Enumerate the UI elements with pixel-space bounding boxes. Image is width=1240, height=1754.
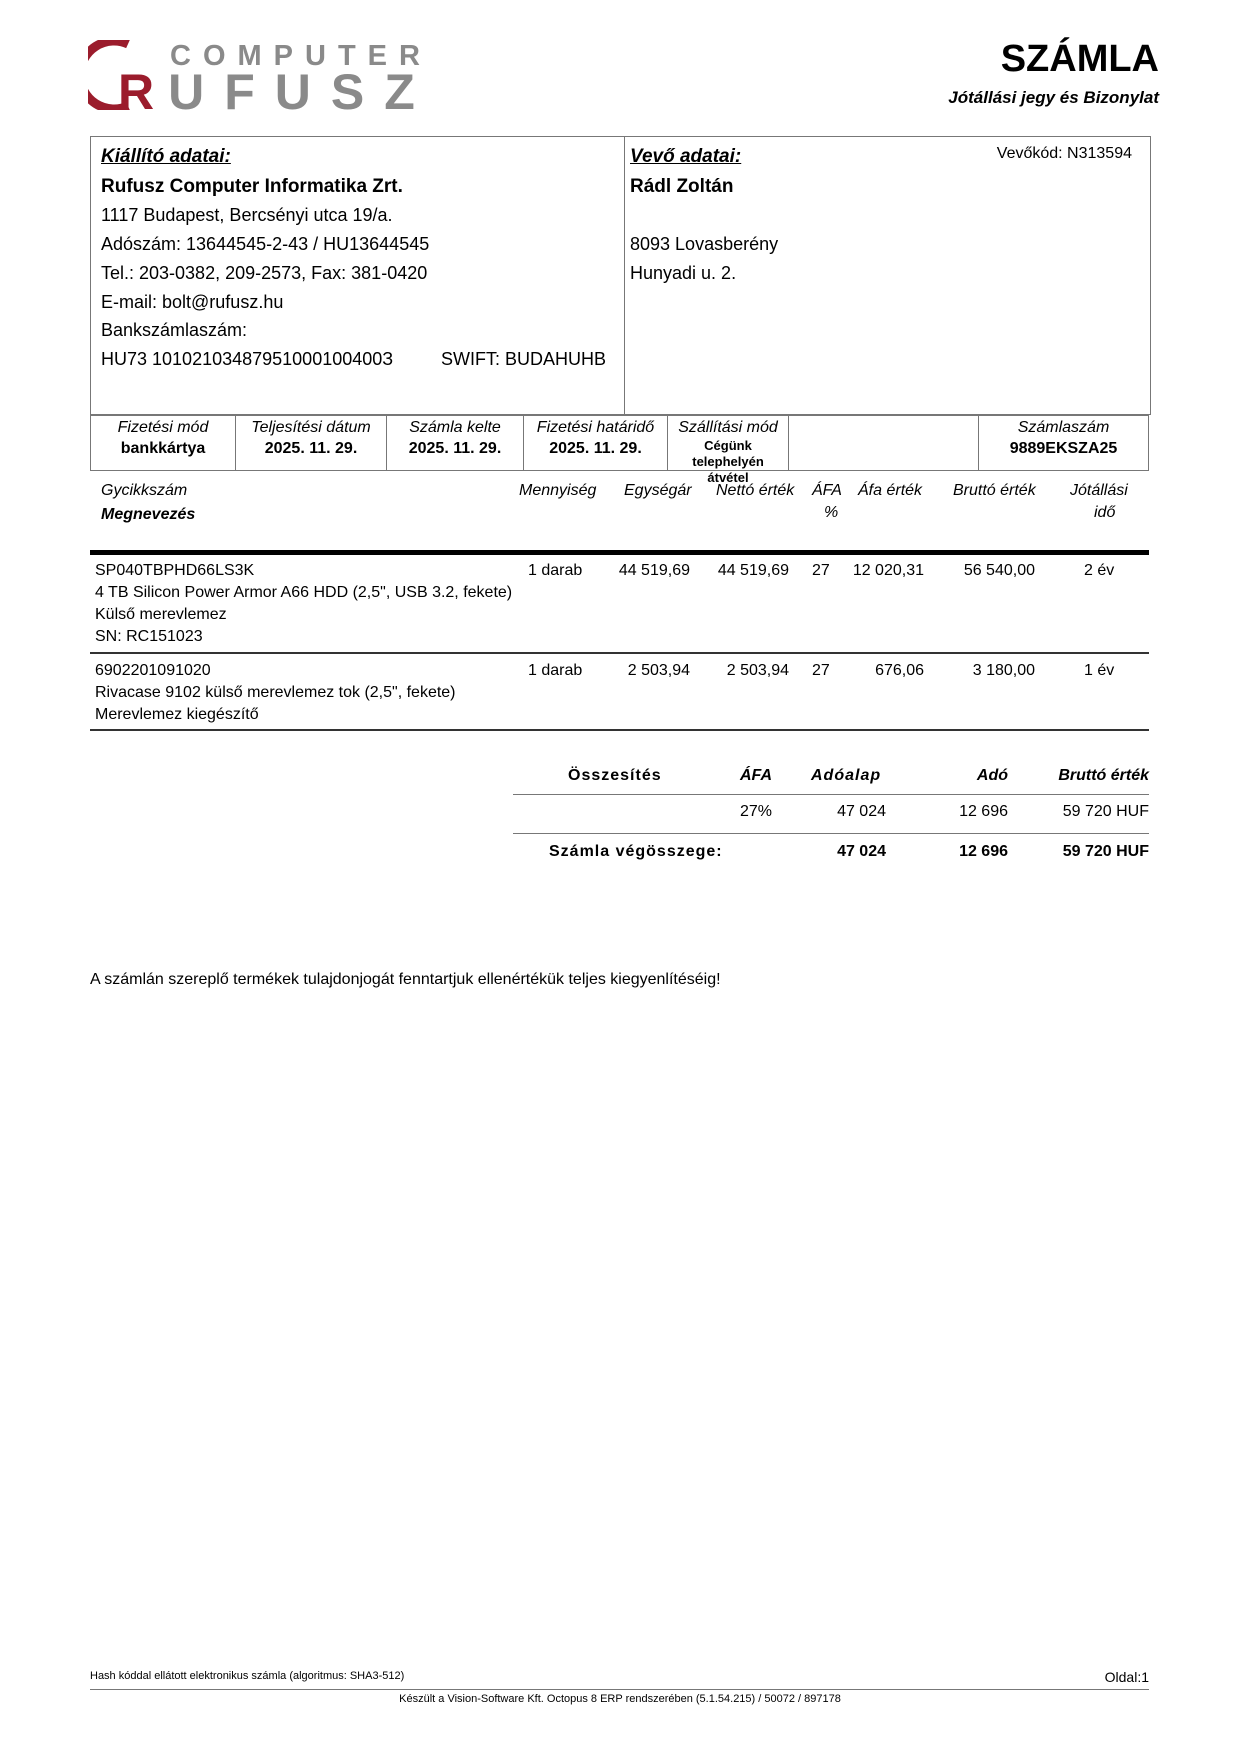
item-qty: 1 darab xyxy=(528,562,583,579)
item-net: 2 503,94 xyxy=(726,662,789,679)
item-vat-value: 12 020,31 xyxy=(852,562,924,579)
issuer-name: Rufusz Computer Informatika Zrt. xyxy=(101,176,403,197)
party-divider xyxy=(624,136,625,414)
meta-issue-date xyxy=(386,415,524,471)
logo-top-text: COMPUTER xyxy=(170,40,432,72)
item-category: Külső merevlemez xyxy=(95,606,227,623)
meta-shipping-method xyxy=(667,415,789,485)
meta-empty-cell xyxy=(788,415,979,471)
issue-date-value: 2025. 11. 29. xyxy=(408,440,502,457)
row-rule xyxy=(90,652,1149,654)
table-bottom-rule xyxy=(90,729,1149,731)
item-warranty: 2 év xyxy=(1084,562,1115,579)
issuer-heading: Kiállító adatai: xyxy=(101,146,231,167)
total-label: Számla végösszege: xyxy=(549,843,723,860)
item-net: 44 519,69 xyxy=(717,562,789,579)
item-qty: 1 darab xyxy=(528,662,583,679)
invoice-number-label: Számlaszám xyxy=(1017,419,1110,436)
col-vat-value: Áfa érték xyxy=(858,482,923,499)
item-vat-pct: 27 xyxy=(812,662,830,679)
payment-method-label: Fizetési mód xyxy=(117,419,209,436)
total-gross: 59 720 HUF xyxy=(1062,843,1149,860)
summary-heading: Összesítés xyxy=(568,767,662,784)
summary-vat-rate: 27% xyxy=(739,803,772,820)
total-tax: 12 696 xyxy=(959,843,1008,860)
col-gross: Bruttó érték xyxy=(953,482,1036,499)
meta-due-date xyxy=(523,415,668,471)
item-name: Rivacase 9102 külső merevlemez tok (2,5", fekete) xyxy=(95,684,456,701)
issuer-phone: Tel.: 203-0382, 209-2573, Fax: 381-0420 xyxy=(101,263,428,283)
header-rule xyxy=(90,550,1149,555)
col-net: Nettó érték xyxy=(716,482,795,499)
issuer-bank-label: Bankszámlaszám: xyxy=(101,320,248,340)
issuer-email: E-mail: bolt@rufusz.hu xyxy=(101,292,284,312)
summary-base: 47 024 xyxy=(837,803,886,820)
col-name: Megnevezés xyxy=(101,506,196,523)
buyer-name: Rádl Zoltán xyxy=(630,176,734,197)
meta-invoice-number xyxy=(978,415,1149,471)
col-vat-pct: ÁFA xyxy=(812,482,842,499)
summary-rule-bottom xyxy=(513,833,1149,834)
due-date-value: 2025. 11. 29. xyxy=(549,440,642,457)
meta-fulfilment-date xyxy=(235,415,387,471)
footer-page-number: Oldal:1 xyxy=(1104,1669,1149,1685)
total-base: 47 024 xyxy=(837,843,886,860)
footer-hash-text: Hash kóddal ellátott elektronikus számla (algoritmus: SHA3-512) xyxy=(90,1670,405,1682)
shipping-method-value-2: átvétel xyxy=(707,470,749,485)
footer-generated-by: Készült a Vision-Software Kft. Octopus 8 ERP rendszerében (5.1.54.215) / 50072 / 897178 xyxy=(399,1693,841,1705)
issuer-swift: SWIFT: BUDAHUHB xyxy=(441,349,607,369)
shipping-method-label: Szállítási mód xyxy=(678,419,778,436)
item-gross: 56 540,00 xyxy=(963,562,1035,579)
issuer-bank-account: HU73 10102103487951000100400З xyxy=(101,349,394,369)
shipping-method-value-1: Cégünk telephelyén xyxy=(692,438,764,469)
col-sku: Gycikkszám xyxy=(101,482,188,499)
item-category: Merevlemez kiegészítő xyxy=(95,706,259,723)
item-gross: 3 180,00 xyxy=(972,662,1035,679)
col-vat-pct-sign: % xyxy=(824,504,839,521)
buyer-code: Vevőkód: N313594 xyxy=(996,145,1132,162)
col-warranty-2: idő xyxy=(1094,504,1116,521)
due-date-label: Fizetési határidő xyxy=(536,419,655,436)
item-sku: SP040TBPHD66LS3K xyxy=(95,562,255,579)
col-warranty: Jótállási xyxy=(1070,482,1128,499)
col-qty: Mennyiség xyxy=(519,482,597,499)
summary-gross: 59 720 HUF xyxy=(1062,803,1149,820)
item-name: 4 TB Silicon Power Armor A66 HDD (2,5", USB 3.2, fekete) xyxy=(95,584,513,601)
summary-vat-header: ÁFA xyxy=(740,767,772,784)
buyer-street: Hunyadi u. 2. xyxy=(630,263,737,283)
item-vat-pct: 27 xyxy=(812,562,830,579)
item-vat-value: 676,06 xyxy=(875,662,924,679)
item-warranty: 1 év xyxy=(1084,662,1115,679)
buyer-heading: Vevő adatai: xyxy=(630,146,742,167)
summary-rule-top xyxy=(513,794,1149,795)
footer-rule xyxy=(90,1689,1149,1690)
summary-base-header: Adóalap xyxy=(811,767,882,784)
summary-gross-header: Bruttó érték xyxy=(1058,767,1149,784)
summary-tax: 12 696 xyxy=(959,803,1008,820)
document-title: SZÁMLA xyxy=(1000,38,1159,80)
issuer-tax-number: Adószám: 13644545-2-43 / HU13644545 xyxy=(101,234,430,254)
col-unit-price: Egységár xyxy=(624,482,692,499)
invoice-number-value: 9889EKSZA25 xyxy=(1009,440,1118,457)
meta-payment-method xyxy=(90,415,236,471)
company-logo xyxy=(88,38,435,120)
buyer-city: 8093 Lovasberény xyxy=(630,234,779,254)
issuer-address: 1117 Budapest, Bercsényi utca 19/a. xyxy=(101,205,393,225)
item-unit-price: 2 503,94 xyxy=(627,662,690,679)
item-sku: 6902201091020 xyxy=(95,662,211,679)
logo-r-letter: R xyxy=(118,64,169,120)
item-serial: SN: RC151023 xyxy=(95,628,203,645)
item-unit-price: 44 519,69 xyxy=(618,562,690,579)
issue-date-label: Számla kelte xyxy=(409,419,501,436)
logo-bottom-text xyxy=(118,64,435,120)
logo-ufusz: UFUSZ xyxy=(168,64,435,120)
fulfilment-date-value: 2025. 11. 29. xyxy=(264,440,358,457)
fulfilment-date-label: Teljesítési dátum xyxy=(251,419,371,436)
payment-method-value: bankkártya xyxy=(120,440,206,457)
document-subtitle: Jótállási jegy és Bizonylat xyxy=(948,88,1159,107)
summary-tax-header: Adó xyxy=(976,767,1008,784)
ownership-note: A számlán szereplő termékek tulajdonjogát fenntartjuk ellenértékük teljes kiegyenlítéséig! xyxy=(90,971,721,988)
